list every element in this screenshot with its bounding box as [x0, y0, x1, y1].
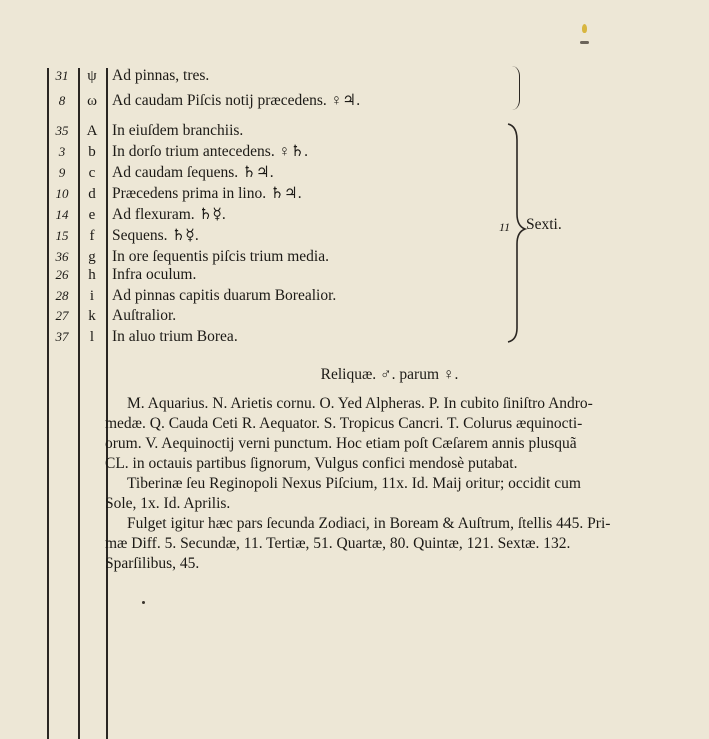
star-entry [0, 306, 460, 326]
notes-paragraph [105, 474, 687, 514]
entry-letter: A [86, 123, 98, 139]
entry-number: 3 [58, 144, 66, 159]
reliquae-heading: Reliquæ. ♂. parum ♀. [320, 366, 459, 383]
entry-description: Ad caudam ſequens. ♄♃. [112, 164, 274, 181]
text-line: Tiberinæ ſeu Reginopoli Nexus Piſcium, 11x. Id. Maij oritur; occidit cum [127, 475, 581, 492]
group-label: Sexti. [526, 216, 562, 233]
ink-speck [580, 41, 589, 44]
ink-speck [142, 601, 145, 604]
text-line: Fulget igitur hæc pars ſecunda Zodiaci, in Boream & Auſtrum, ſtellis 445. Pri- [127, 515, 611, 532]
entry-description: Infra oculum. [112, 266, 197, 283]
entry-letter: f [89, 228, 95, 244]
entry-letter: b [88, 144, 96, 160]
text-line: CL. in octauis partibus ſignorum, Vulgus confici mendosè putabat. [105, 455, 518, 472]
text-line: M. Aquarius. N. Arietis cornu. O. Yed Alpheras. P. In cubito ſiniſtro Andro- [127, 395, 593, 412]
entry-number: 9 [58, 165, 66, 180]
entry-description: In dorſo trium antecedens. ♀♄. [112, 143, 308, 160]
entry-description: In eiuſdem branchiis. [112, 122, 244, 139]
star-entry [0, 66, 460, 86]
text-line: Sole, 1x. Id. Aprilis. [105, 495, 231, 512]
text-line: medæ. Q. Cauda Ceti R. Aequator. S. Tropicus Cancri. T. Colurus æquinocti- [105, 415, 583, 432]
star-entry [0, 142, 460, 162]
entry-letter: l [89, 329, 95, 345]
star-entry [0, 286, 460, 306]
text-line: mæ Diff. 5. Secundæ, 11. Tertiæ, 51. Quartæ, 80. Quintæ, 121. Sextæ. 132. [105, 535, 571, 552]
ink-speck [582, 24, 587, 33]
star-entry [0, 91, 460, 111]
entry-letter: h [88, 267, 96, 283]
entry-number: 14 [55, 207, 69, 222]
star-entry [0, 327, 460, 347]
entry-number: 31 [55, 68, 69, 83]
notes-paragraph [105, 514, 687, 574]
entry-letter: e [88, 207, 96, 223]
text-line: orum. V. Aequinoctij verni punctum. Hoc etiam poſt Cæſarem annis plusquã [105, 435, 577, 452]
entry-letter: d [88, 186, 96, 202]
notes-paragraph [105, 394, 687, 474]
entry-description: Ad flexuram. ♄☿. [112, 206, 226, 223]
entry-letter: i [89, 288, 95, 304]
brace-group-1 [505, 66, 520, 110]
star-entry [0, 226, 460, 246]
entry-description: In aluo trium Borea. [112, 328, 238, 345]
entry-description: Ad pinnas, tres. [112, 67, 210, 84]
entry-number: 27 [55, 308, 69, 323]
entry-description: In ore ſequentis piſcis trium media. [112, 248, 329, 265]
star-entry [0, 247, 460, 267]
entry-letter: k [88, 308, 96, 324]
entry-description: Præcedens prima in lino. ♄♃. [112, 185, 302, 202]
star-entry [0, 163, 460, 183]
star-entry [0, 121, 460, 141]
entry-description: Sequens. ♄☿. [112, 227, 199, 244]
group-magnitude: 11 [499, 220, 511, 234]
star-entry [0, 184, 460, 204]
entry-description: Ad caudam Piſcis notij præcedens. ♀♃. [112, 92, 361, 109]
entry-letter: c [88, 165, 96, 181]
star-entry [0, 205, 460, 225]
entry-number: 37 [55, 329, 69, 344]
entry-letter: g [88, 249, 96, 265]
text-line: Sparſilibus, 45. [105, 555, 200, 572]
entry-number: 36 [55, 249, 69, 264]
entry-number: 10 [55, 186, 69, 201]
entry-number: 35 [55, 123, 69, 138]
entry-number: 28 [55, 288, 69, 303]
entry-number: 8 [58, 93, 66, 108]
entry-description: Auſtralior. [112, 307, 177, 324]
entry-letter: ψ [87, 68, 97, 84]
entry-letter: ω [87, 93, 97, 109]
entry-number: 26 [55, 267, 69, 282]
entry-number: 15 [55, 228, 69, 243]
star-entry [0, 265, 460, 285]
entry-description: Ad pinnas capitis duarum Borealior. [112, 287, 337, 304]
